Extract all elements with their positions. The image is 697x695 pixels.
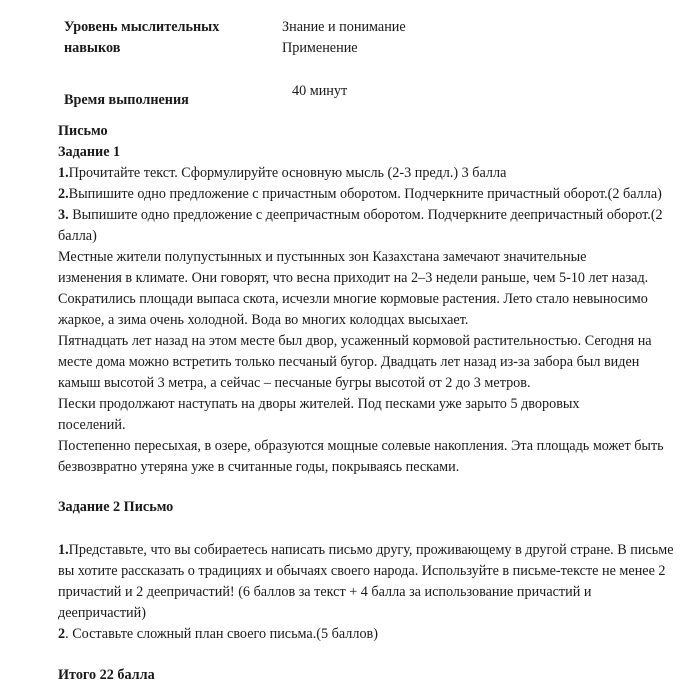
task2-item2 bbox=[58, 625, 378, 644]
task1-item3 bbox=[58, 206, 663, 225]
task2-item1-text: Представьте, что вы собираетесь написать письмо другу, проживающему в другой стране. В письме bbox=[68, 542, 674, 558]
text-line-6: месте дома можно встретить только песчаный бугор. Двадцать лет назад из-за забора был виден bbox=[58, 354, 640, 370]
text-line-2: изменения в климате. Они говорят, что весна приходит на 2–3 недели раньше, чем 5-10 лет назад. bbox=[58, 270, 649, 286]
task1-item2-number: 2. bbox=[58, 186, 69, 202]
task1-title: Задание 1 bbox=[58, 144, 121, 160]
task2-item2-text: . Составьте сложный план своего письма.(5 баллов) bbox=[65, 626, 378, 642]
task1-item2 bbox=[58, 185, 662, 204]
task1-item3-text: Выпишите одно предложение с деепричастным оборотом. Подчеркните деепричастный оборот.(2 bbox=[68, 207, 663, 223]
section-title: Письмо bbox=[58, 123, 108, 139]
text-line-9: поселений. bbox=[58, 417, 126, 433]
skill-knowledge: Знание и понимание bbox=[282, 19, 406, 35]
task2-title: Задание 2 Письмо bbox=[58, 499, 174, 515]
task1-item1-text: Прочитайте текст. Сформулируйте основную мысль (2-3 предл.) 3 балла bbox=[68, 165, 507, 181]
text-line-8: Пески продолжают наступать на дворы жителей. Под песками уже зарыто 5 дворовых bbox=[58, 396, 580, 412]
total-score: Итого 22 балла bbox=[58, 667, 155, 683]
task2-item2-number: 2 bbox=[58, 626, 66, 642]
skills-level-label-line1: Уровень мыслительных bbox=[64, 19, 220, 35]
text-line-10: Постепенно пересыхая, в озере, образуются мощные солевые накопления. Эта площадь может быть bbox=[58, 438, 664, 454]
task2-item1-line3: причастий и 2 деепричастий! (6 баллов за текст + 4 балла за использование причастий и bbox=[58, 584, 592, 600]
task1-item3-number: 3. bbox=[58, 207, 69, 223]
time-value: 40 минут bbox=[292, 83, 348, 99]
text-line-1: Местные жители полупустынных и пустынных зон Казахстана замечают значительные bbox=[58, 249, 587, 265]
task2-item1-line1 bbox=[58, 541, 674, 560]
text-line-4: жаркое, а зима очень холодной. Вода во многих колодцах высыхает. bbox=[58, 312, 469, 328]
task1-item1-number: 1. bbox=[58, 165, 69, 181]
skill-application: Применение bbox=[282, 40, 358, 56]
task1-item1 bbox=[58, 164, 506, 183]
task2-item1-line4: деепричастий) bbox=[58, 605, 146, 621]
skills-level-label-line2: навыков bbox=[64, 40, 121, 56]
task1-item3-continued: балла) bbox=[58, 228, 97, 244]
text-line-5: Пятнадцать лет назад на этом месте был двор, усаженный кормовой растительностью. Сегодня на bbox=[58, 333, 652, 349]
task2-item1-number: 1. bbox=[58, 542, 69, 558]
time-label: Время выполнения bbox=[64, 92, 189, 108]
text-line-3: Сократились площади выпаса скота, исчезли многие кормовые растения. Лето стало невыносимо bbox=[58, 291, 648, 307]
text-line-11: безвозвратно утеряна уже в считанные годы, покрываясь песками. bbox=[58, 459, 460, 475]
task1-item2-text: Выпишите одно предложение с причастным оборотом. Подчеркните причастный оборот.(2 балла) bbox=[68, 186, 662, 202]
task2-item1-line2: вы хотите рассказать о традициях и обычаях своего народа. Используйте в письме-тексте не менее 2 bbox=[58, 563, 666, 579]
text-line-7: камыш высотой 3 метра, а сейчас – песчаные бугры высотой от 2 до 3 метров. bbox=[58, 375, 531, 391]
